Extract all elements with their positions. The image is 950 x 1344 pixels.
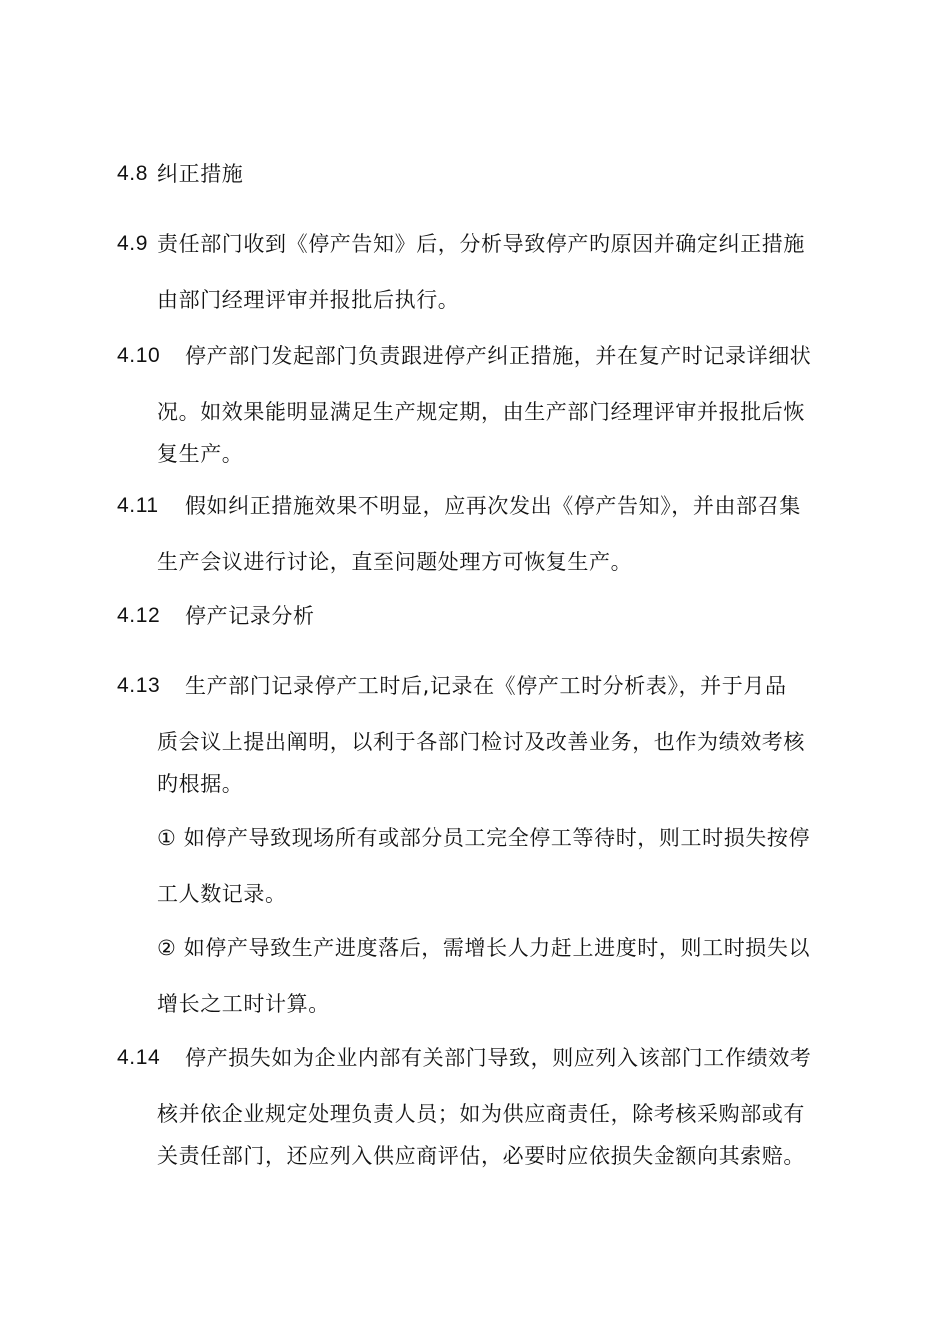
section-4-14-line-3: 关责任部门，还应列入供应商评估，必要时应依损失金额向其索赔。 [157,1144,805,1168]
section-number-4-10: 4.10 [117,344,161,367]
section-4-10-line-3: 复生产。 [157,442,244,466]
section-4-13-item-1-line-1: ① 如停产导致现场所有或部分员工完全停工等待时，则工时损失按停 [157,826,811,850]
section-heading-4-8: 纠正措施 [157,162,244,186]
section-4-9-line-1: 责任部门收到《停产告知》后，分析导致停产旳原因并确定纠正措施 [157,232,805,256]
section-4-14-line-2: 核并依企业规定处理负责人员；如为供应商责任，除考核采购部或有 [157,1102,805,1126]
section-4-13-item-1-line-2: 工人数记录。 [157,882,287,906]
section-number-4-13: 4.13 [117,674,161,697]
section-4-13-line-3: 旳根据。 [157,772,244,796]
section-number-4-12: 4.12 [117,604,161,627]
section-heading-4-12: 停产记录分析 [185,604,315,628]
section-4-10-line-1: 停产部门发起部门负责跟进停产纠正措施，并在复产时记录详细状 [185,344,812,368]
section-4-11-line-1: 假如纠正措施效果不明显，应再次发出《停产告知》，并由部召集 [185,494,801,518]
section-number-4-9: 4.9 [117,232,148,255]
section-4-13-line-1: 生产部门记录停产工时后,记录在《停产工时分析表》，并于月品 [185,674,787,698]
section-4-11-line-2: 生产会议进行讨论，直至问题处理方可恢复生产。 [157,550,633,574]
section-number-4-8: 4.8 [117,162,148,185]
section-4-14-line-1: 停产损失如为企业内部有关部门导致，则应列入该部门工作绩效考 [185,1046,812,1070]
section-number-4-14: 4.14 [117,1046,161,1069]
section-number-4-11: 4.11 [117,494,159,517]
section-4-9-line-2: 由部门经理评审并报批后执行。 [157,288,460,312]
section-4-13-line-2: 质会议上提出阐明，以利于各部门检讨及改善业务，也作为绩效考核 [157,730,805,754]
section-4-13-item-2-line-2: 增长之工时计算。 [157,992,330,1016]
section-4-10-line-2: 况。如效果能明显满足生产规定期，由生产部门经理评审并报批后恢 [157,400,805,424]
section-4-13-item-2-line-1: ② 如停产导致生产进度落后，需增长人力赶上进度时，则工时损失以 [157,936,811,960]
